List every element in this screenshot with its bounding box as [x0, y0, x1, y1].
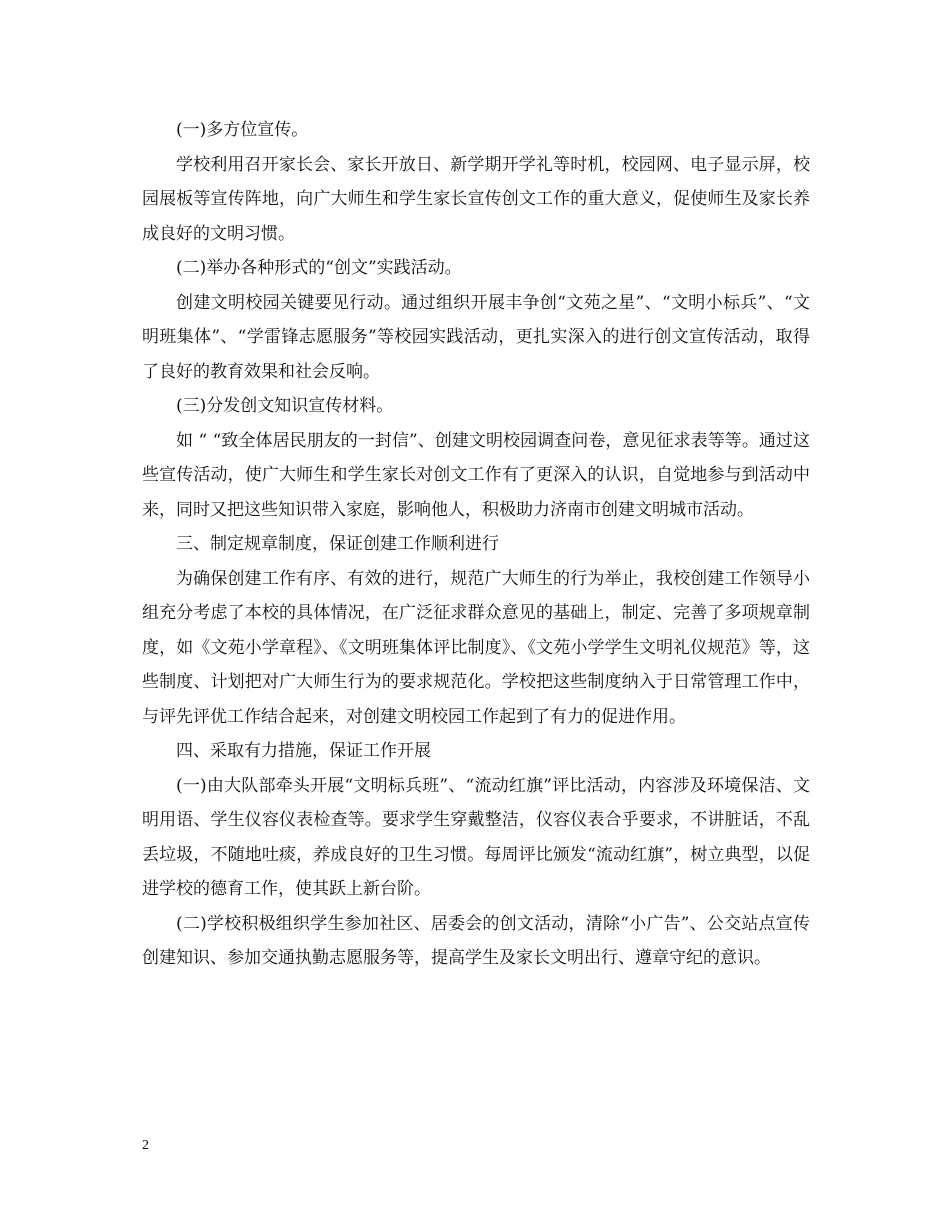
paragraph-heading-practice-activities: (二)举办各种形式的“创文”实践活动。 — [176, 258, 462, 278]
paragraph: 如 “ “致全体居民朋友的一封信”、创建文明校园调查问卷，意见征求表等等。通过这些宣传活动，使广大师生和学生家长对创文工作有了更深入的认识，自觉地参与到活动中来，同时又把这些知识带入家庭，影响他人，积极助力济南市创建文明城市活动。 — [142, 430, 810, 520]
page-number: 2 — [142, 1138, 149, 1153]
paragraph-heading-multi-publicity: (一)多方位宣传。 — [176, 120, 309, 140]
paragraph: (一)由大队部牵头开展“文明标兵班”、“流动红旗”评比活动，内容涉及环境保洁、文明用语、学生仪容仪表检查等。要求学生穿戴整洁，仪容仪表合乎要求，不讲脏话，不乱丢垃圾，不随地吐痰，养成良好的卫生习惯。每周评比颁发“流动红旗”，树立典型，以促进学校的德育工作，使其跃上新台阶。 — [142, 775, 810, 899]
paragraph: 学校利用召开家长会、家长开放日、新学期开学礼等时机，校园网、电子显示屏，校园展板等宣传阵地，向广大师生和学生家长宣传创文工作的重大意义，促使师生及家长养成良好的文明习惯。 — [142, 154, 810, 244]
paragraph: 创建文明校园关键要见行动。通过组织开展丰争创“文苑之星”、“文明小标兵”、“文明班集体”、“学雷锋志愿服务”等校园实践活动，更扎实深入的进行创文宣传活动，取得了良好的教育效果和社会反响。 — [142, 292, 810, 382]
paragraph: 为确保创建工作有序、有效的进行，规范广大师生的行为举止，我校创建工作领导小组充分考虑了本校的具体情况，在广泛征求群众意见的基础上，制定、完善了多项规章制度，如《文苑小学章程》、《文明班集体评比制度》、《文苑小学学生文明礼仪规范》等，这些制度、计划把对广大师生行为的要求规范化。学校把这些制度纳入于日常管理工作中，与评先评优工作结合起来，对创建文明校园工作起到了有力的促进作用。 — [142, 568, 810, 727]
section-heading-measures: 四、采取有力措施，保证工作开展 — [176, 741, 431, 761]
paragraph-heading-distribute-materials: (三)分发创文知识宣传材料。 — [176, 396, 394, 416]
section-heading-rules: 三、制定规章制度，保证创建工作顺利进行 — [176, 534, 499, 554]
document-body — [142, 113, 810, 976]
paragraph: (二)学校积极组织学生参加社区、居委会的创文活动，清除“小广告”、公交站点宣传创建知识、参加交通执勤志愿服务等，提高学生及家长文明出行、遵章守纪的意识。 — [142, 913, 810, 968]
